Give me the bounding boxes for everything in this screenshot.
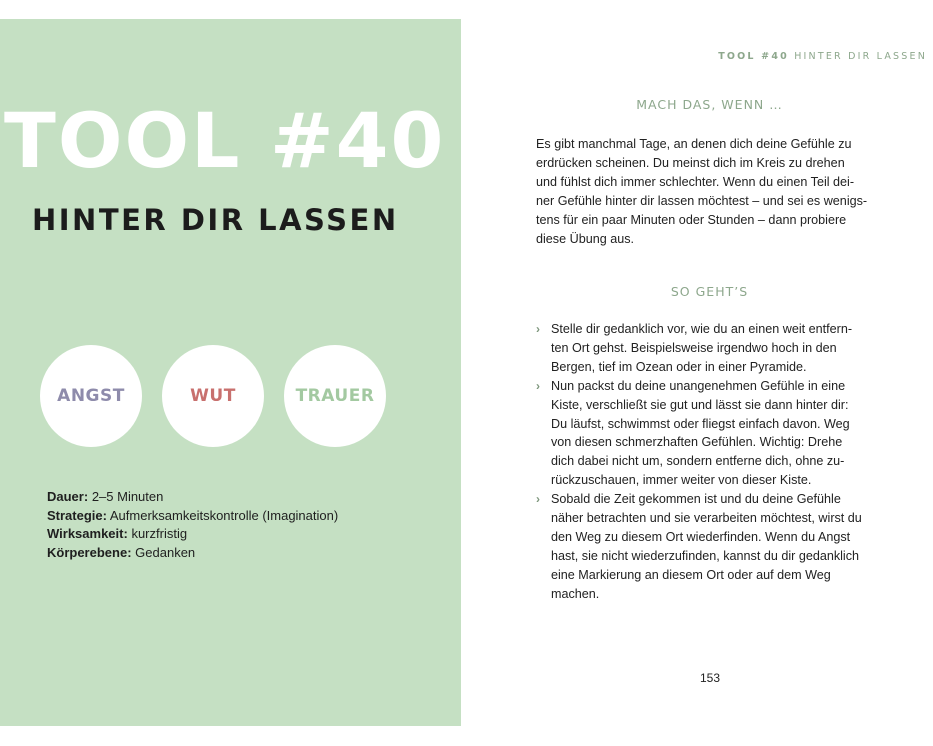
text-line: ten Ort gehst. Beispielsweise irgendwo hoch in den [551, 340, 837, 355]
text-line: ner Gefühle hinter dir lassen möchtest – und sei es wenigs- [536, 193, 868, 208]
emotion-circle-trauer [284, 345, 386, 447]
text-line: diese Übung aus. [536, 231, 635, 246]
text-line: Kiste, verschließt sie gut und lässt sie dann hinter dir: [551, 397, 849, 412]
meta-row-koerperebene [47, 544, 447, 563]
text-line: eine Markierung an diesem Ort oder auf dem Weg [551, 567, 831, 582]
text-line: erdrücken scheinen. Du meinst dich im Kreis zu drehen [536, 155, 845, 170]
text-line: den Weg zu diesem Ort wiederfinden. Wenn du Angst [551, 529, 851, 544]
meta-label: Dauer: [47, 489, 89, 504]
text-line: rückzuschauen, immer weiter von dieser Kiste. [551, 473, 812, 488]
emotion-circle-wut [162, 345, 264, 447]
running-head [600, 51, 927, 62]
tool-number-heading: TOOL #40 [4, 96, 446, 185]
text-line: machen. [551, 586, 600, 601]
text-line: von diesen schmerzhaften Gefühlen. Wichtig: Drehe [551, 435, 843, 450]
exercise-meta-info [47, 488, 447, 562]
emotion-label-angst: ANGST [57, 386, 125, 406]
list-item [536, 490, 883, 603]
text-line: Stelle dir gedanklich vor, wie du an einen weit entfern- [551, 322, 853, 336]
meta-value: Gedanken [135, 544, 196, 560]
chevron-right-icon: › [536, 378, 540, 393]
text-line: und fühlst dich immer schlechter. Wenn du einen Teil dei- [536, 174, 855, 189]
text-line: Es gibt manchmal Tage, an denen dich deine Gefühle zu [536, 137, 852, 151]
steps-list [536, 320, 883, 604]
meta-row-dauer [47, 488, 447, 507]
text-line: Bergen, tief im Ozean oder in einer Pyramide. [551, 359, 807, 374]
section-heading-when: MACH DAS, WENN … [636, 97, 783, 112]
emotion-label-wut: WUT [190, 386, 236, 406]
meta-value: Aufmerksamkeitskontrolle (Imagination) [109, 507, 339, 523]
text-line: näher betrachten und sie verarbeiten möchtest, wirst du [551, 511, 862, 526]
running-head-tool: TOOL #40 [718, 51, 789, 62]
section-heading-how: SO GEHT’S [670, 284, 749, 299]
meta-row-strategie [47, 507, 447, 526]
meta-label: Wirksamkeit: [47, 526, 128, 542]
text-line: Du läufst, schwimmst oder fliegst einfach davon. Weg [551, 416, 850, 431]
list-item [536, 377, 883, 490]
meta-label: Strategie: [47, 507, 107, 523]
intro-paragraph [536, 135, 883, 248]
text-line: tens für ein paar Minuten oder Stunden – dann probiere [536, 212, 847, 227]
text-line: dich dabei nicht um, sondern entferne dich, ohne zu- [551, 454, 845, 469]
chevron-right-icon: › [536, 322, 540, 336]
emotion-label-trauer: TRAUER [295, 386, 375, 406]
page-number: 153 [699, 671, 721, 685]
meta-value: 2–5 Minuten [91, 489, 164, 504]
meta-value: kurzfristig [131, 526, 188, 542]
meta-label: Körperebene: [47, 544, 132, 560]
emotion-circle-angst [40, 345, 142, 447]
text-line: hast, sie nicht wiederzufinden, kannst du dir gedanklich [551, 548, 860, 563]
text-line: Nun packst du deine unangenehmen Gefühle in eine [551, 378, 846, 393]
meta-row-wirksamkeit [47, 525, 447, 544]
running-head-title: HINTER DIR LASSEN [794, 51, 927, 62]
tool-title-heading: HINTER DIR LASSEN [32, 203, 399, 237]
text-line: Sobald die Zeit gekommen ist und du deine Gefühle [551, 492, 841, 507]
left-page [0, 19, 461, 726]
list-item [536, 320, 883, 377]
chevron-right-icon: › [536, 492, 540, 507]
